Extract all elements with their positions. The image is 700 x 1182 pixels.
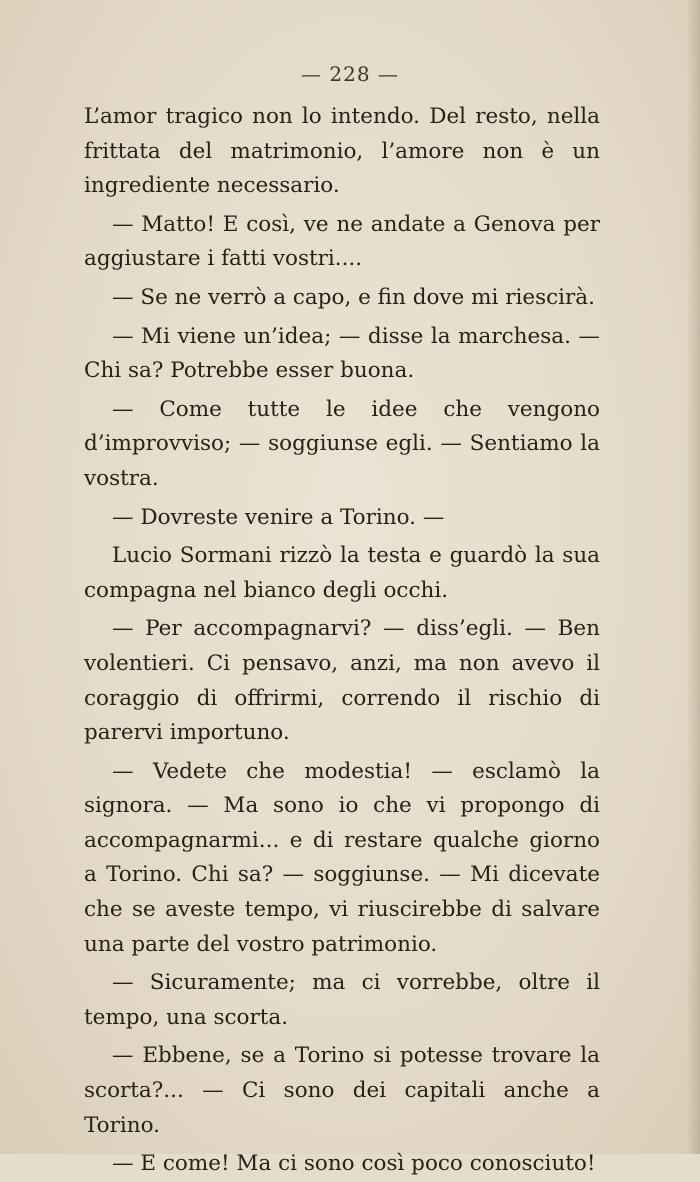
paragraph: — Sicuramente; ma ci vorrebbe, oltre il tempo, una scorta. — [84, 970, 600, 1030]
paragraph: L’amor tragico non lo intendo. Del resto, nella frittata del matrimonio, l’amore non è un ingrediente necessario. — [84, 104, 600, 199]
paragraph: — Se ne verrò a capo, e fin dove mi riescirà. — [112, 284, 595, 310]
paragraph: — Come tutte le idee che vengono d’improvviso; — soggiunse egli. — Sentiamo la vostra. — [84, 396, 600, 491]
page-number: — 228 — — [301, 62, 399, 86]
paragraph: — E come! Ma ci sono così poco conosciuto! — [112, 1151, 596, 1177]
paragraph: — Vedete che modestia! — esclamò la signora. — Ma sono io che vi propongo di accompagnarmi... e di restare qualche giorno a Torino. Chi sa? — soggiunse. — Mi dicevate che se aveste tempo, vi riuscirebbe di salvare una parte del vostro patrimonio. — [84, 758, 600, 957]
body-text — [84, 100, 600, 1182]
paragraph: — Matto! E così, ve ne andate a Genova per aggiustare i fatti vostri.... — [84, 211, 600, 272]
paragraph: — Per accompagnarvi? — diss’egli. — Ben volentieri. Ci pensavo, anzi, ma non avevo il coraggio di offrirmi, correndo il rischio di parervi importuno. — [84, 616, 600, 746]
paragraph: Lucio Sormani rizzò la testa e guardò la sua compagna nel bianco degli occhi. — [84, 543, 600, 603]
page-edge-shadow — [686, 0, 700, 1154]
paragraph: — Ebbene, se a Torino si potesse trovare la scorta?... — Ci sono dei capitali anche a Torino. — [84, 1043, 600, 1138]
paragraph: — Mi viene un’idea; — disse la marchesa. — Chi sa? Potrebbe esser buona. — [84, 323, 600, 384]
paragraph: — Dovreste venire a Torino. — — [112, 504, 445, 530]
